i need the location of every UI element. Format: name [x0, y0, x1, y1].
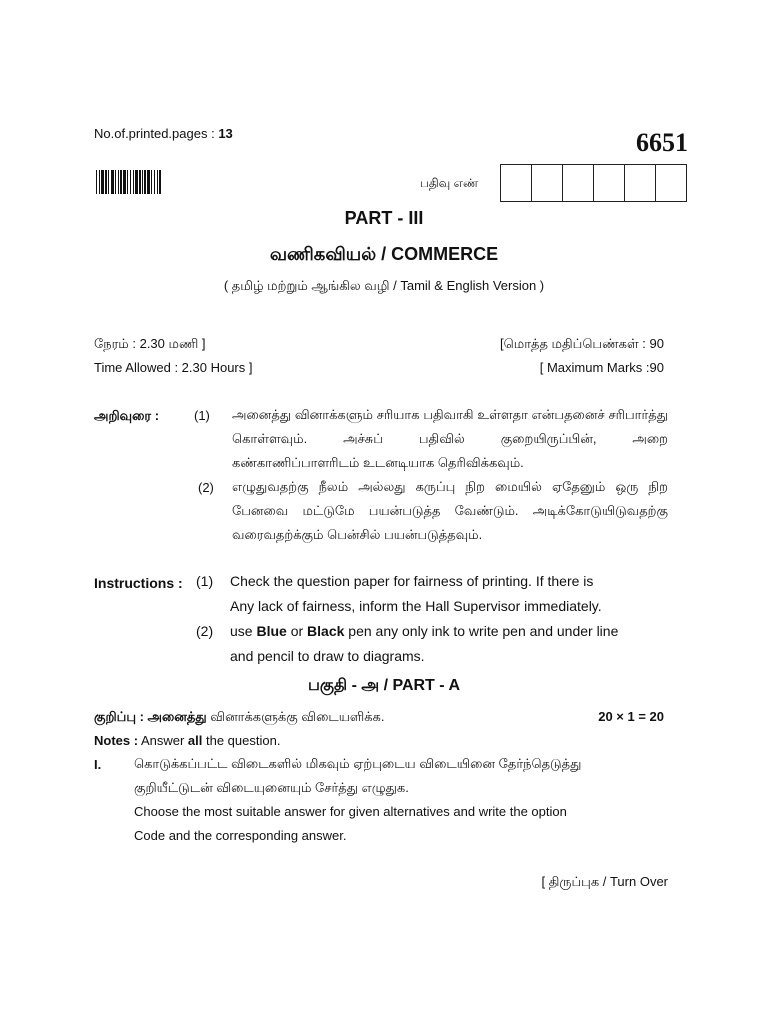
- note-tamil-bold: குறிப்பு : அனைத்து: [94, 709, 207, 724]
- turn-over-note: [ திருப்புக / Turn Over: [541, 874, 668, 889]
- question-section-number: I.: [94, 757, 102, 772]
- instruction-english-1-number: (1): [196, 573, 214, 589]
- instruction-tamil-2-text: எழுதுவதற்கு நீலம் அல்லது கருப்பு நிற மையில் ஏதேனும் ஒரு நிற பேனவை மட்டுமே பயன்படுத்த வேண்டும். அடிக்கோடுயிடுவதற்கு வரைவதற்க்கும் பென்சில் பயன்படுத்தவும்.: [232, 479, 668, 542]
- register-box[interactable]: [656, 165, 686, 201]
- part-title: PART - III: [344, 208, 424, 228]
- medium-note: ( தமிழ் மற்றும் ஆங்கில வழி / Tamil & English Version ): [223, 278, 545, 293]
- barcode-image: [96, 170, 209, 194]
- register-box[interactable]: [625, 165, 656, 201]
- black-word: Black: [307, 623, 345, 639]
- note-tamil-rest: வினாக்களுக்கு விடையளிக்க.: [206, 709, 385, 724]
- time-tamil: நேரம் : 2.30 மணி ]: [94, 336, 206, 351]
- instructions-tamil-heading: அறிவுரை :: [94, 408, 160, 423]
- register-box[interactable]: [532, 165, 563, 201]
- instruction-tamil-1-number: (1): [194, 408, 210, 423]
- printed-pages: [94, 126, 233, 141]
- all-word: all: [187, 733, 203, 748]
- time-english: Time Allowed : 2.30 Hours ]: [94, 360, 253, 375]
- marks-english: [ Maximum Marks :90: [539, 360, 664, 375]
- printed-pages-value: 13: [218, 126, 233, 141]
- question-english-line-2: Code and the corresponding answer.: [134, 828, 347, 843]
- instruction-tamil-2-number: (2): [198, 480, 214, 495]
- question-english-line-1: Choose the most suitable answer for given alternatives and write the option: [134, 804, 567, 819]
- instruction-english-2-number: (2): [196, 623, 214, 639]
- instruction-english-1-line-2: Any lack of fairness, inform the Hall Supervisor immediately.: [230, 598, 602, 614]
- printed-pages-label: No.of.printed.pages :: [94, 126, 219, 141]
- text-segment: use: [230, 623, 257, 639]
- text-segment: or: [286, 623, 308, 639]
- note-english-label: Notes :: [94, 733, 139, 748]
- register-box[interactable]: [563, 165, 594, 201]
- part-a-marks: 20 × 1 = 20: [598, 709, 664, 724]
- register-number-label: பதிவு எண்: [420, 176, 479, 190]
- question-tamil-line-1: கொடுக்கப்பட்ட விடைகளில் மிகவும் ஏற்புடைய விடையினை தேர்ந்தெடுத்து: [134, 756, 582, 771]
- register-box[interactable]: [594, 165, 625, 201]
- note-tamil: [94, 709, 384, 726]
- instruction-english-2-line-2: and pencil to draw to diagrams.: [230, 648, 425, 664]
- text-segment: Answer: [138, 733, 188, 748]
- subject-title: வணிகவியல் / COMMERCE: [269, 244, 499, 264]
- part-a-heading: பகுதி - அ / PART - A: [307, 677, 461, 694]
- marks-tamil: [மொத்த மதிப்பெண்கள் : 90: [500, 336, 664, 351]
- register-number-boxes[interactable]: [500, 164, 687, 202]
- paper-code: 6651: [636, 128, 688, 157]
- note-english: [94, 733, 280, 748]
- register-box[interactable]: [501, 165, 532, 201]
- blue-word: Blue: [256, 623, 287, 639]
- text-segment: the question.: [202, 733, 281, 748]
- question-tamil-line-2: குறியீட்டுடன் விடையுனையும் சேர்த்து எழுதுக.: [134, 780, 409, 795]
- instructions-english-heading: Instructions :: [94, 575, 183, 591]
- instruction-english-2-line-1: [230, 619, 670, 644]
- instruction-english-1-line-1: Check the question paper for fairness of printing. If there is: [230, 573, 594, 589]
- instruction-tamil-1-text: அனைத்து வினாக்களும் சரியாக பதிவாகி உள்ளதா என்பதனைச் சரிபார்த்து கொள்ளவும். அச்சுப் பதிவில் குறையிருப்பின், அறை கண்காணிப்பாளரிடம் உடனடியாக தெரிவிக்கவும்.: [232, 407, 668, 470]
- text-segment: pen any only ink to write pen and under line: [344, 623, 619, 639]
